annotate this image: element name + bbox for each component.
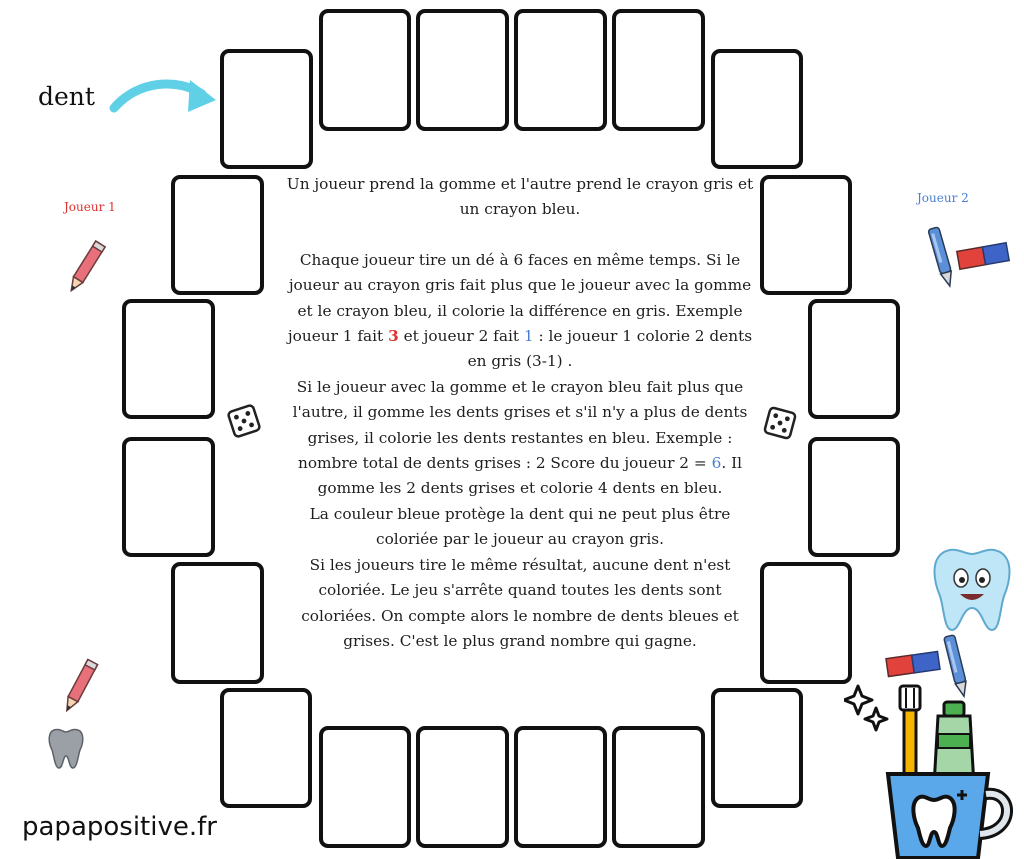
tooth-slot-2[interactable] (416, 9, 509, 131)
tooth-slot-19[interactable] (122, 299, 215, 419)
rules-text: . Il gomme les 2 dents grises et colorie 4 dents en bleu. (317, 454, 743, 498)
tooth-icon (46, 726, 86, 772)
tooth-slot-6[interactable] (711, 49, 803, 169)
tooth-slot-18[interactable] (122, 437, 215, 557)
rules-paragraph-1: Un joueur prend la gomme et l'autre prend le crayon gris et un crayon bleu. (286, 175, 754, 219)
player-2-label: Joueur 2 (917, 191, 969, 205)
rules-text: Si le joueur avec la gomme et le crayon bleu fait plus que l'autre, il gomme les dents grises et s'il n'y a plus de dents grises, il colorie les dents restantes en bleu. Exemple : nombre total de dents grises : 2 Score du joueur 2 = (292, 377, 748, 473)
tooth-slot-13[interactable] (612, 726, 705, 848)
dice-icon (760, 403, 800, 443)
tooth-slot-9[interactable] (808, 437, 900, 557)
tooth-slot-10[interactable] (760, 562, 852, 684)
tooth-slot-12[interactable] (220, 688, 312, 808)
tooth-slot-14[interactable] (514, 726, 607, 848)
rules-paragraph-3 (282, 375, 758, 502)
arrow-icon (108, 74, 222, 120)
example-score-red: 3 (388, 327, 399, 346)
pencil-icon (60, 657, 100, 717)
toothbrush-cup-icon (878, 682, 1018, 859)
rules-text: Chaque joueur tire un dé à 6 faces en même temps. Si le joueur au crayon gris fait plus que le joueur avec la gomme et le crayon bleu, il colorie la différence en gris. Exemple joueur 1 fait (287, 250, 752, 346)
dice-icon (224, 401, 264, 441)
rules-paragraph-4: La couleur bleue protège la dent qui ne peut plus être coloriée par le joueur au crayon gris. (309, 504, 731, 549)
eraser-icon (955, 239, 1011, 273)
tooth-slot-8[interactable] (808, 299, 900, 419)
eraser-icon (884, 647, 942, 681)
rules-paragraph-2 (282, 248, 758, 375)
tooth-slot-4[interactable] (612, 9, 705, 131)
rules-text: : le joueur 1 colorie 2 dents en gris (3-1) . (467, 327, 753, 371)
rules-paragraph-5: Si les joueurs tire le même résultat, aucune dent n'est coloriée. Le jeu s'arrête quand toutes les dents sont coloriées. On compte alors le nombre de dents bleues et grises. C'est le plus grand nombre qui gagne. (301, 555, 739, 650)
pencil-icon (66, 238, 106, 298)
tooth-slot-17[interactable] (171, 562, 264, 684)
tooth-slot-5[interactable] (220, 49, 313, 169)
player-1-label: Joueur 1 (64, 200, 116, 214)
pen-icon (925, 224, 959, 290)
tooth-slot-20[interactable] (171, 175, 264, 295)
tooth-mascot-icon (930, 546, 1014, 634)
example-score-blue: 1 (523, 327, 534, 346)
tooth-slot-15[interactable] (416, 726, 509, 848)
tooth-slot-1[interactable] (319, 9, 411, 131)
tooth-slot-3[interactable] (514, 9, 607, 131)
website-label: papapositive.fr (22, 812, 217, 842)
dent-label: dent (38, 82, 95, 111)
tooth-slot-11[interactable] (711, 688, 803, 808)
example-score-blue: 6 (711, 454, 722, 473)
rules-text: et joueur 2 fait (403, 327, 519, 346)
tooth-slot-7[interactable] (760, 175, 852, 295)
game-rules (282, 172, 758, 654)
tooth-slot-16[interactable] (319, 726, 411, 848)
